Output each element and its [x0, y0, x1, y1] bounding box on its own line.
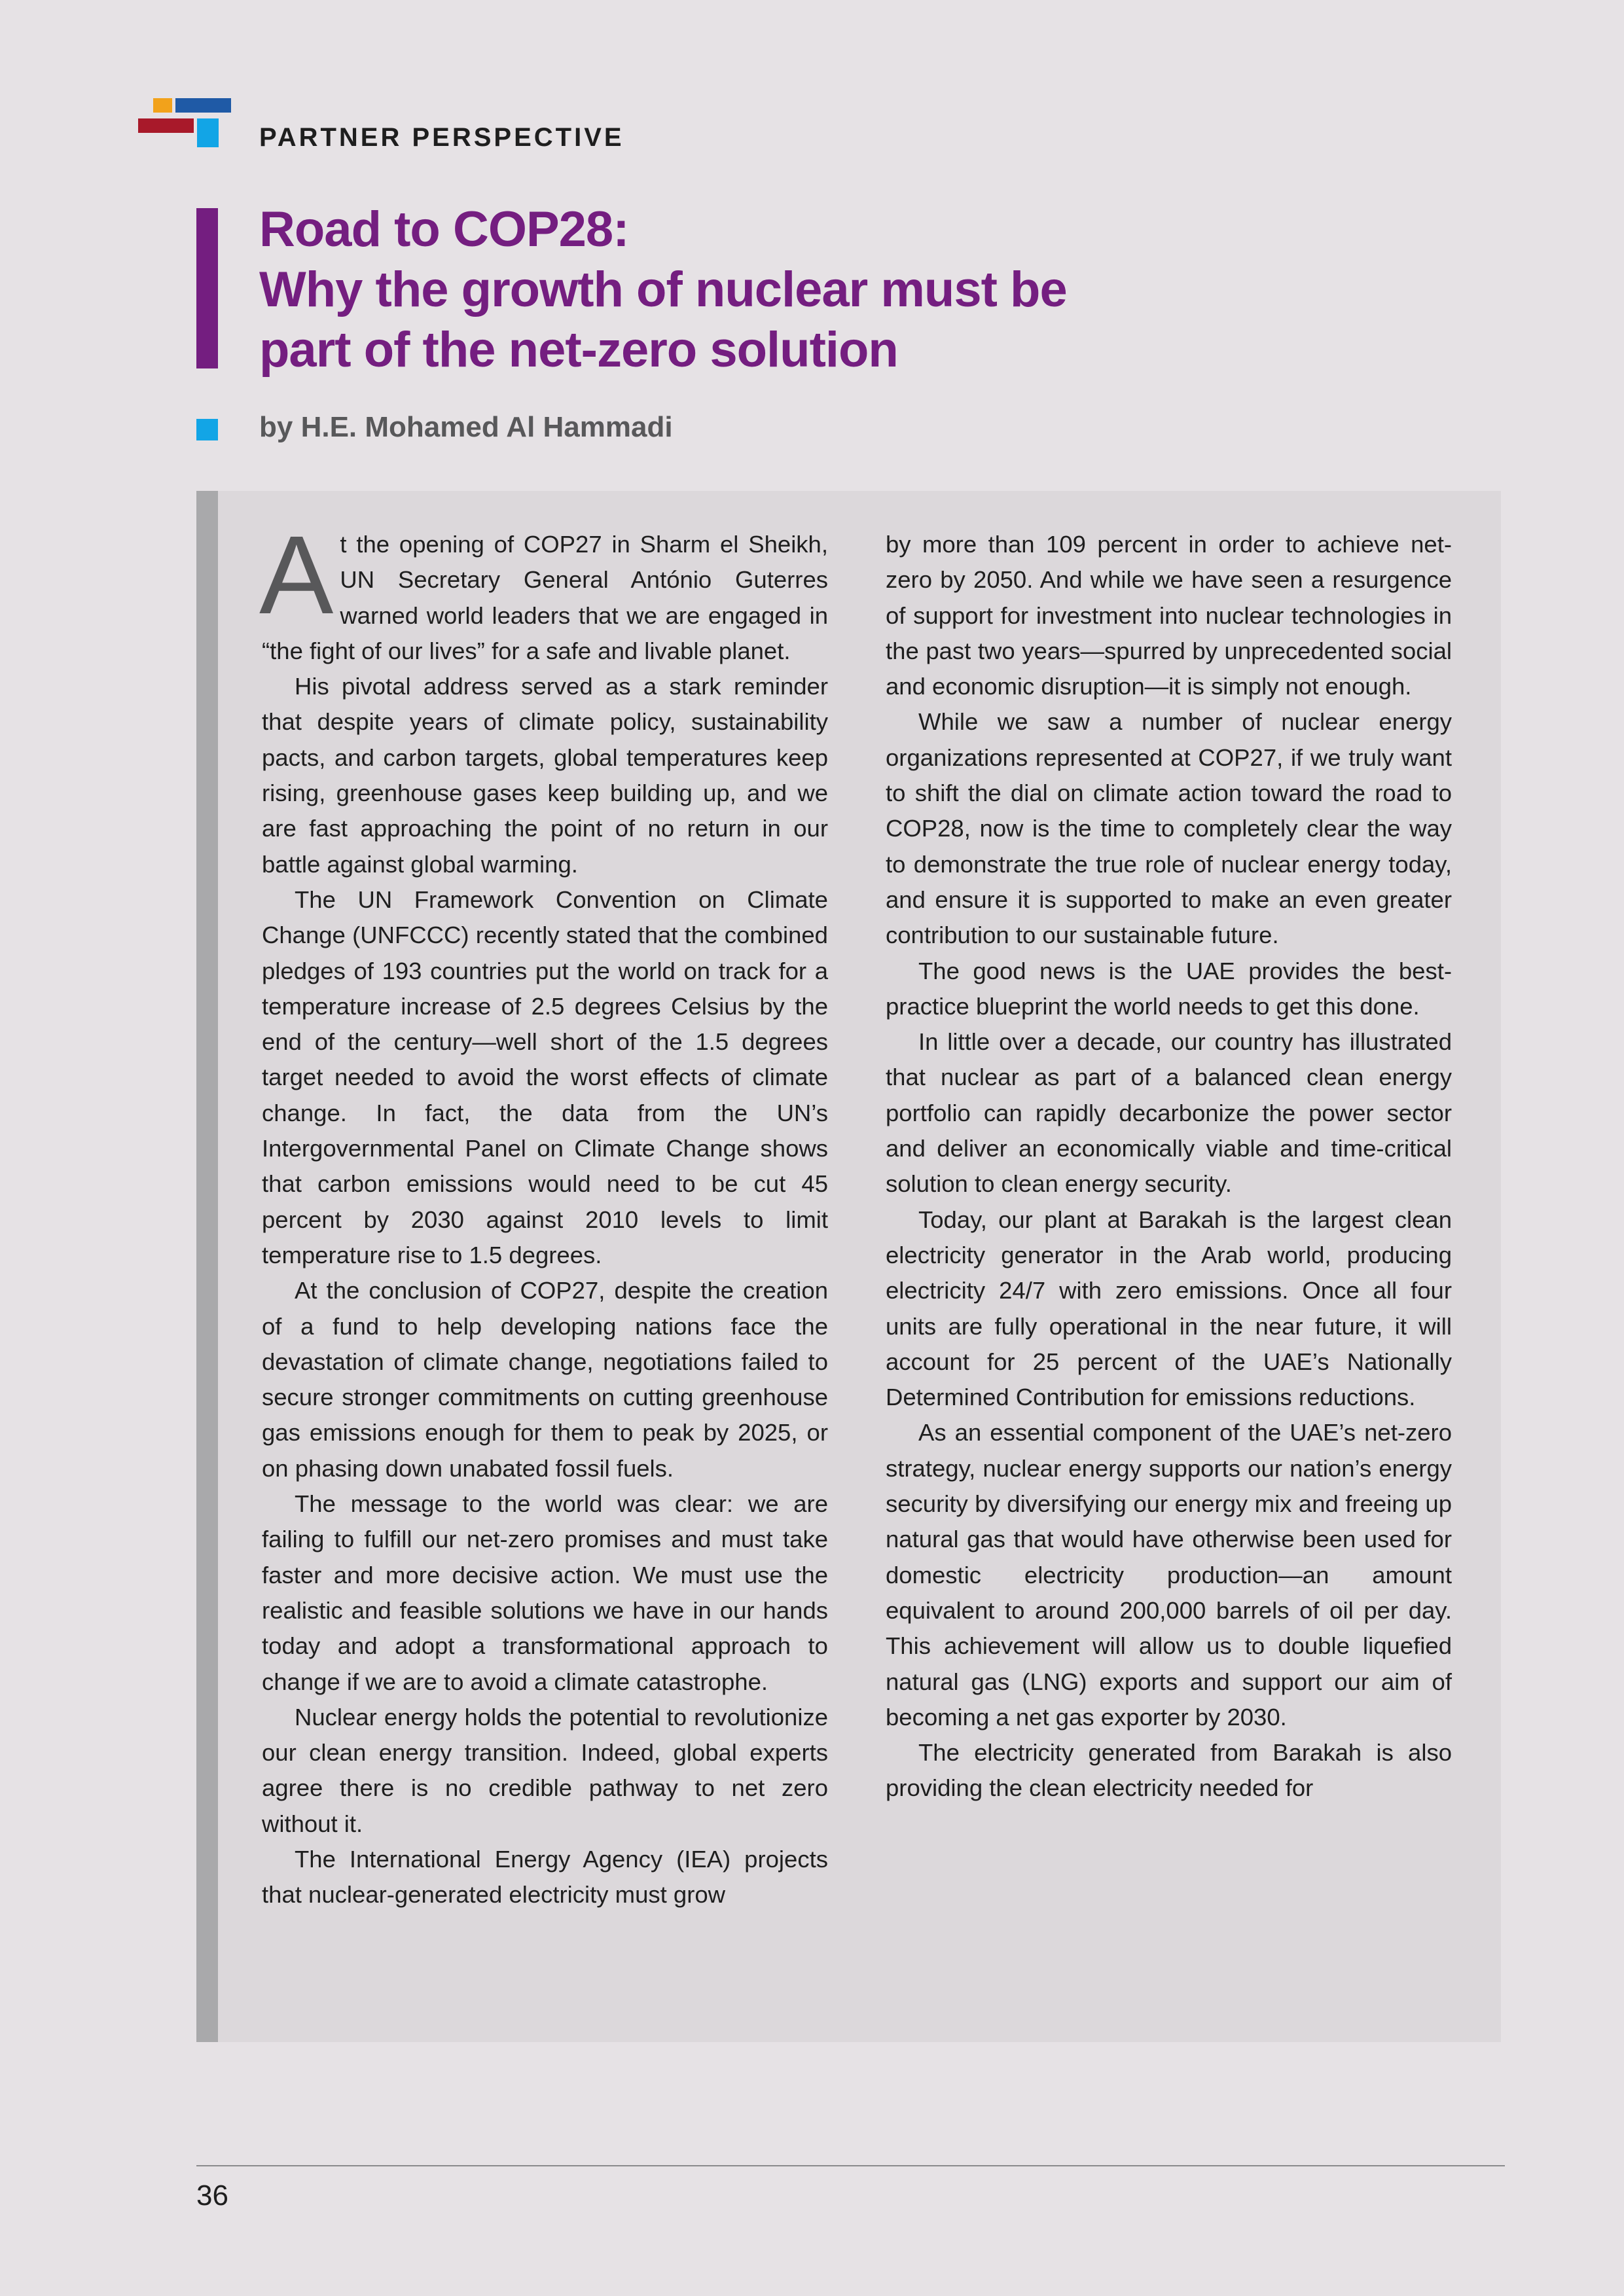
article-paragraph: His pivotal address served as a stark reminder that despite years of climate policy, sustainability pacts, and carbon targets, global temperatures keep rising, greenhouse gases keep building up, and we are fast approaching the point of no return in our battle against global warming.: [262, 673, 828, 878]
article-paragraph: Nuclear energy holds the potential to revolutionize our clean energy transition. Indeed, global experts agree there is no credible pathway to net zero without it.: [262, 1703, 828, 1837]
article-paragraph: In little over a decade, our country has illustrated that nuclear as part of a balanced clean energy portfolio can rapidly decarbonize the power sector and deliver an economically viable and time-critical solution to clean energy security.: [886, 1028, 1452, 1198]
article-paragraph: The International Energy Agency (IEA) projects that nuclear-generated electricity must grow: [262, 1845, 828, 1909]
title-accent-bar: [196, 208, 218, 368]
logo-cyan-square: [197, 118, 219, 147]
article-title: [259, 200, 1307, 380]
article-paragraph: The message to the world was clear: we are failing to fulfill our net-zero promises and must take faster and more decisive action. We must use the realistic and feasible solutions we have in our hands today and adopt a transformational approach to change if we are to avoid a climate catastrophe.: [262, 1490, 828, 1695]
article-paragraph: As an essential component of the UAE’s net-zero strategy, nuclear energy supports our nation’s energy security by diversifying our energy mix and freeing up natural gas that would have otherwise been used for domestic electricity production—an amount equivalent to around 200,000 barrels of oil per day. This achievement will allow us to double liquefied natural gas (LNG) exports and support our aim of becoming a net gas exporter by 2030.: [886, 1419, 1452, 1731]
section-label: PARTNER PERSPECTIVE: [259, 123, 624, 152]
article-paragraph: [259, 513, 828, 669]
article-column-left: [259, 513, 828, 1913]
page-number: 36: [196, 2179, 228, 2212]
paragraph-text: t the opening of COP27 in Sharm el Sheikh, UN Secretary General António Guterres warned world leaders that we are engaged in “the fight of our lives” for a safe and livable planet.: [262, 531, 828, 664]
article-paragraph: The UN Framework Convention on Climate Change (UNFCCC) recently stated that the combined pledges of 193 countries put the world on track for a temperature increase of 2.5 degrees Celsius by the end of the century—well short of the 1.5 degrees target needed to avoid the worst effects of climate change. In fact, the data from the UN’s Intergovernmental Panel on Climate Change shows that carbon emissions would need to be cut 45 percent by 2030 against 2010 levels to limit temperature rise to 1.5 degrees.: [262, 886, 828, 1268]
article-paragraph: At the conclusion of COP27, despite the creation of a fund to help developing nations face the devastation of climate change, negotiations failed to secure stronger commitments on cutting greenhouse gas emissions enough for them to peak by 2025, or on phasing down unabated fossil fuels.: [262, 1277, 828, 1482]
logo-red-bar: [138, 118, 194, 133]
title-line: Road to COP28:: [259, 202, 629, 257]
article-panel: [196, 491, 1501, 2042]
panel-accent-bar: [196, 491, 218, 2042]
logo-orange-square: [153, 98, 172, 113]
title-line: part of the net-zero solution: [259, 322, 898, 378]
drop-cap: A: [259, 513, 334, 637]
logo-blue-bar: [175, 98, 231, 113]
title-line: Why the growth of nuclear must be: [259, 262, 1067, 317]
publication-logo: [138, 98, 233, 147]
article-paragraph: The electricity generated from Barakah is also providing the clean electricity needed for: [886, 1739, 1452, 1802]
article-column-right: [886, 527, 1452, 1806]
article-paragraph: The good news is the UAE provides the best-practice blueprint the world needs to get this done.: [886, 957, 1452, 1020]
article-paragraph: While we saw a number of nuclear energy organizations represented at COP27, if we truly want to shift the dial on climate action toward the road to COP28, now is the time to completely clear the way to demonstrate the true role of nuclear energy today, and ensure it is supported to make an even greater contribution to our sustainable future.: [886, 708, 1452, 949]
article-paragraph: by more than 109 percent in order to achieve net-zero by 2050. And while we have seen a resurgence of support for investment into nuclear technologies in the past two years—spurred by unprecedented social and economic disruption—it is simply not enough.: [886, 531, 1452, 700]
article-paragraph: Today, our plant at Barakah is the largest clean electricity generator in the Arab world, producing electricity 24/7 with zero emissions. Once all four units are fully operational in the near future, it will account for 25 percent of the UAE’s Nationally Determined Contribution for emissions reductions.: [886, 1206, 1452, 1411]
byline: by H.E. Mohamed Al Hammadi: [259, 411, 673, 443]
byline-marker: [196, 419, 218, 440]
footer-rule: [196, 2165, 1505, 2166]
